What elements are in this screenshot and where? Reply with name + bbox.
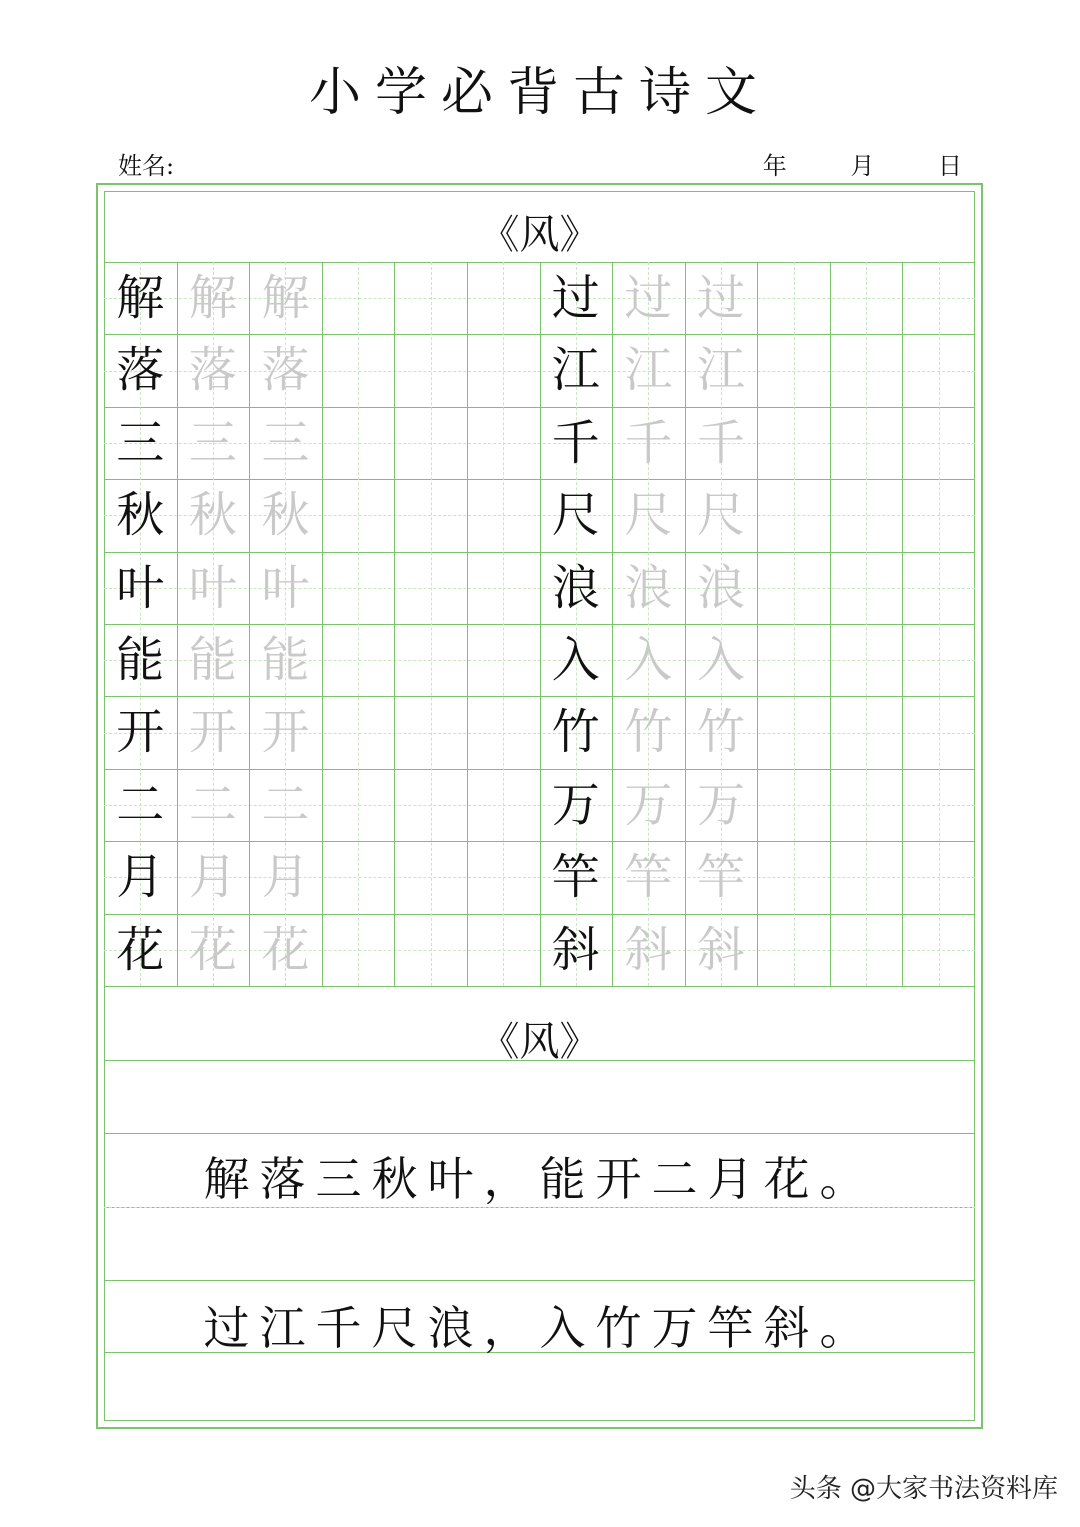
grid-col-line xyxy=(830,262,831,986)
trace-character: 入 xyxy=(624,632,673,688)
page-title: 小学必背古诗文 xyxy=(308,63,771,123)
model-character: 秋 xyxy=(116,487,165,544)
model-character: 能 xyxy=(116,632,165,688)
trace-character: 尺 xyxy=(624,487,673,544)
trace-character: 能 xyxy=(188,632,237,688)
trace-character: 竹 xyxy=(624,704,673,761)
trace-character: 二 xyxy=(261,776,310,833)
trace-character: 竹 xyxy=(696,704,745,761)
grid-mid-line xyxy=(431,262,432,986)
grid-col-line xyxy=(467,262,468,986)
model-character: 过 xyxy=(551,270,600,326)
trace-character: 解 xyxy=(261,270,310,326)
model-character: 二 xyxy=(116,776,165,833)
trace-character: 入 xyxy=(696,632,745,688)
trace-character: 叶 xyxy=(261,559,310,616)
grid-col-line xyxy=(902,262,903,986)
trace-character: 竿 xyxy=(624,849,673,906)
trace-character: 二 xyxy=(188,776,237,833)
trace-character: 千 xyxy=(624,414,673,471)
review-title: 《风》 xyxy=(479,1019,600,1065)
trace-character: 月 xyxy=(261,849,310,906)
trace-character: 月 xyxy=(188,849,237,906)
grid-mid-line xyxy=(358,262,359,986)
trace-character: 万 xyxy=(624,776,673,833)
grid-mid-line xyxy=(866,262,867,986)
trace-character: 叶 xyxy=(188,559,237,616)
model-character: 千 xyxy=(551,414,600,471)
model-character: 解 xyxy=(116,270,165,326)
trace-character: 过 xyxy=(696,270,745,326)
trace-character: 三 xyxy=(188,414,237,471)
model-character: 尺 xyxy=(551,487,600,544)
model-character: 斜 xyxy=(551,921,600,978)
trace-character: 开 xyxy=(188,704,237,761)
trace-character: 落 xyxy=(188,342,237,399)
review-line-1: 解落三秋叶，能开二月花。 xyxy=(203,1152,876,1206)
review-row-line xyxy=(104,1280,975,1281)
trace-character: 尺 xyxy=(696,487,745,544)
trace-character: 秋 xyxy=(261,487,310,544)
review-line-2: 过江千尺浪，入竹万竿斜。 xyxy=(203,1301,876,1355)
grid-col-line xyxy=(757,262,758,986)
trace-character: 开 xyxy=(261,704,310,761)
month-label: 月 xyxy=(850,152,875,180)
trace-character: 落 xyxy=(261,342,310,399)
trace-character: 过 xyxy=(624,270,673,326)
grid-mid-line xyxy=(503,262,504,986)
model-character: 花 xyxy=(116,921,165,978)
grid-col-line xyxy=(394,262,395,986)
model-character: 万 xyxy=(551,776,600,833)
trace-character: 解 xyxy=(188,270,237,326)
trace-character: 浪 xyxy=(624,559,673,616)
year-label: 年 xyxy=(762,152,787,180)
trace-character: 花 xyxy=(188,921,237,978)
model-character: 入 xyxy=(551,632,600,688)
review-row-line xyxy=(104,1133,975,1134)
model-character: 开 xyxy=(116,704,165,761)
grid-mid-line xyxy=(794,262,795,986)
model-character: 三 xyxy=(116,414,165,471)
poem-title: 《风》 xyxy=(479,212,600,258)
trace-character: 斜 xyxy=(696,921,745,978)
day-label: 日 xyxy=(938,152,962,180)
model-character: 浪 xyxy=(551,559,600,616)
trace-character: 三 xyxy=(261,414,310,471)
trace-character: 万 xyxy=(696,776,745,833)
trace-character: 江 xyxy=(696,342,745,399)
model-character: 叶 xyxy=(116,559,165,616)
grid-col-line xyxy=(322,262,323,986)
model-character: 落 xyxy=(116,342,165,399)
grid-mid-line xyxy=(939,262,940,986)
model-character: 江 xyxy=(551,342,600,399)
model-character: 竿 xyxy=(551,849,600,906)
trace-character: 浪 xyxy=(696,559,745,616)
watermark: 头条 @大家书法资料库 xyxy=(789,1474,1058,1504)
trace-character: 千 xyxy=(696,414,745,471)
trace-character: 花 xyxy=(261,921,310,978)
model-character: 竹 xyxy=(551,704,600,761)
trace-character: 能 xyxy=(261,632,310,688)
trace-character: 竿 xyxy=(696,849,745,906)
trace-character: 斜 xyxy=(624,921,673,978)
trace-character: 江 xyxy=(624,342,673,399)
name-label: 姓名: xyxy=(118,152,175,180)
trace-character: 秋 xyxy=(188,487,237,544)
model-character: 月 xyxy=(116,849,165,906)
grid-row-line xyxy=(104,986,975,987)
date-labels xyxy=(763,146,962,181)
